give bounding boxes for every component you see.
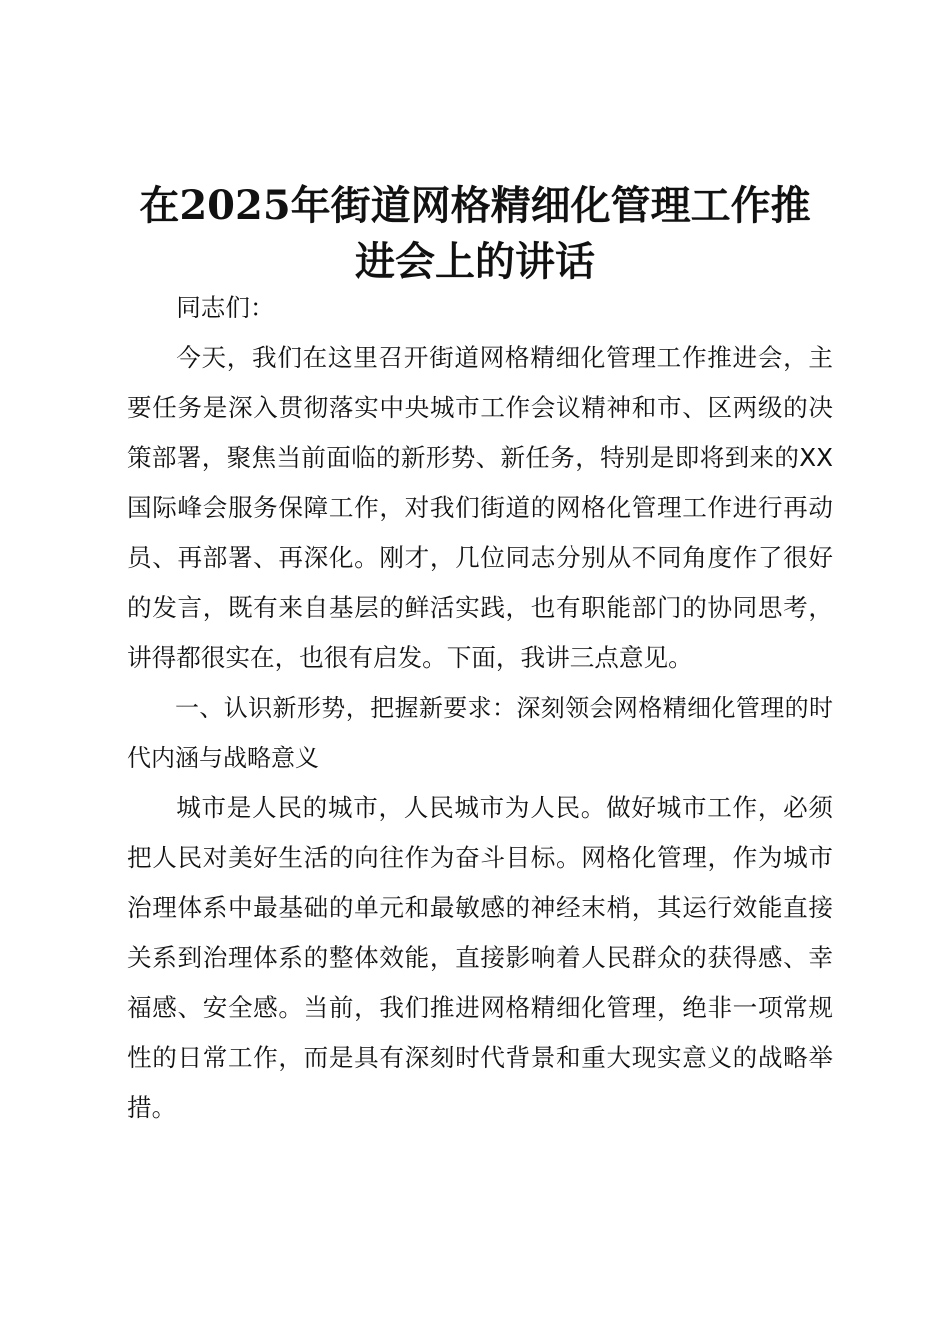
title-line-1: 在2025年街道网格精细化管理工作推 bbox=[139, 182, 811, 229]
section-1-paragraph: 城市是人民的城市，人民城市为人民。做好城市工作，必须把人民对美好生活的向往作为奋斗目标。网格化管理，作为城市治理体系中最基础的单元和最敏感的神经末梢，其运行效能直接关系到治理体系的整体效能，直接影响着人民群众的获得感、幸福感、安全感。当前，我们推进网格精细化管理，绝非一项常规性的日常工作，而是具有深刻时代背景和重大现实意义的战略举措。 bbox=[127, 793, 833, 1122]
title-line-2: 进会上的讲话 bbox=[355, 238, 595, 285]
section-1-heading: 一、认识新形势，把握新要求：深刻领会网格精细化管理的时代内涵与战略意义 bbox=[127, 694, 833, 772]
salutation: 同志们： bbox=[176, 293, 275, 322]
document-body bbox=[127, 283, 833, 1133]
document-title bbox=[120, 178, 830, 290]
intro-paragraph: 今天，我们在这里召开街道网格精细化管理工作推进会，主要任务是深入贯彻落实中央城市工作会议精神和市、区两级的决策部署，聚焦当前面临的新形势、新任务，特别是即将到来的XX国际峰会服务保障工作，对我们街道的网格化管理工作进行再动员、再部署、再深化。刚才，几位同志分别从不同角度作了很好的发言，既有来自基层的鲜活实践，也有职能部门的协同思考，讲得都很实在，也很有启发。下面，我讲三点意见。 bbox=[127, 343, 833, 672]
